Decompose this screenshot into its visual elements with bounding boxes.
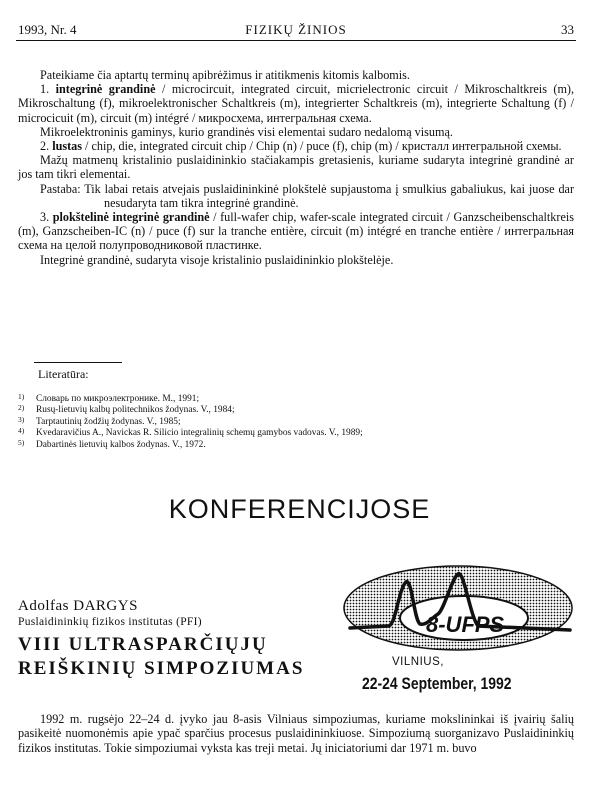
term-1-definition: Mikroelektroninis gaminys, kurio grandinės visi elementai sudaro nedalomą visumą. <box>40 124 453 139</box>
glossary-text <box>18 68 574 267</box>
reference-item: 2) Rusų-lietuvių kalbų politechnikos žodynas. V., 1984; <box>18 403 235 416</box>
journal-title: FIZIKŲ ŽINIOS <box>245 22 347 37</box>
term-1-name: integrinė grandinė <box>55 82 156 97</box>
reference-item: 1) Словарь по микроэлектронике. M., 1991; <box>18 392 200 404</box>
page-number: 33 <box>561 22 574 37</box>
article-body <box>18 712 574 755</box>
term-1 <box>18 82 574 125</box>
reference-list <box>18 394 558 451</box>
term-2 <box>18 139 574 153</box>
author-name: Adolfas DARGYS <box>18 598 138 614</box>
literature-rule <box>34 362 122 363</box>
term-2-number: 2. <box>40 139 50 154</box>
article-title-line-2: REIŠKINIŲ SIMPOZIUMAS <box>18 658 305 679</box>
reference-item: 4) Kvedaravičius A., Navickas R. Silicio integralinių schemų gamybos vadovas. V., 1989; <box>18 426 363 439</box>
term-2-definition: Mažų matmenų kristalinio puslaidininkio stačiakampis gretasienis, kuriame sudaryta integrinė grandinė ar jos tam tikri elementai. <box>18 153 574 182</box>
term-3-definition: Integrinė grandinė, sudaryta visoje kristalinio puslaidininkio plokštelėje. <box>40 252 394 267</box>
conference-city: VILNIUS, <box>392 656 444 668</box>
term-3 <box>18 210 574 253</box>
term-3-name: plokštelinė integrinė grandinė <box>52 210 210 225</box>
term-3-number: 3. <box>40 210 50 225</box>
term-2-equivalents: / chip, die, integrated circuit chip / Chip (n) / puce (f), chip (m) / кристалл интегральной схемы. <box>85 139 562 154</box>
reference-item: 3) Tarptautinių žodžių žodynas. V., 1985; <box>18 414 181 427</box>
section-heading: KONFERENCIJOSE <box>168 494 431 524</box>
conference-date: 22-24 September, 1992 <box>362 674 512 693</box>
term-2-name: lustas <box>52 139 82 154</box>
page-header <box>18 22 574 38</box>
term-1-equivalents: / microcircuit, integrated circuit, micrielectronic circuit / Mikroschaltkreis (m), Mikroschaltung (f), mikroelektronischer Schaltkreis (m), integrierter Schaltkreis (m), integrierte Schaltung (f) / microcicuit (m), circuit (m) intégré / микросхема, интегральная схема. <box>18 82 575 125</box>
term-2-note: Pastaba: Tik labai retais atvejais puslaidininkinė plokštelė supjaustoma į smulkius gabaliukus, kai juose dar nesudaryta tam tikra integrinė grandinė. <box>40 181 574 210</box>
author-institute: Puslaidininkių fizikos institutas (PFI) <box>18 616 202 628</box>
logo-text: 8-UFPS <box>426 612 505 637</box>
term-3-equivalents: / full-wafer chip, wafer-scale integrated circuit / Ganzscheibenschaltkreis (m), Ganzscheiben-IC (n) / puce (f) sur la tranche entière, circuit (m) intégré en tranche entière / интегральная схема на целой полупроводниковой пластинке. <box>18 210 574 253</box>
reference-item: 5) Dabartinės lietuvių kalbos žodynas. V., 1972. <box>18 437 206 450</box>
term-1-number: 1. <box>40 82 50 97</box>
literature-title: Literatūra: <box>38 367 89 381</box>
issue-number: 1993, Nr. 4 <box>18 22 77 37</box>
article-paragraph: 1992 m. rugsėjo 22–24 d. įvyko jau 8-asis Vilniaus simpoziumas, kuriame mokslininkai iš įvairių šalių pasikeitė nuomonėmis apie ypač sparčius procesus puslaidininkiuose. Simpoziumą suorganizavo Puslaidininkių fizikos institutas. Tokie simpoziumai vyksta kas treji metai. Jų iniciatoriumi dar 1971 m. buvo <box>18 712 574 755</box>
header-rule <box>16 40 576 41</box>
article-title-line-1: VIII ULTRASPARČIŲJŲ <box>18 634 268 655</box>
intro-paragraph: Pateikiame čia aptartų terminų apibrėžimus ir atitikmenis kitomis kalbomis. <box>40 68 410 82</box>
symposium-logo <box>340 560 576 660</box>
